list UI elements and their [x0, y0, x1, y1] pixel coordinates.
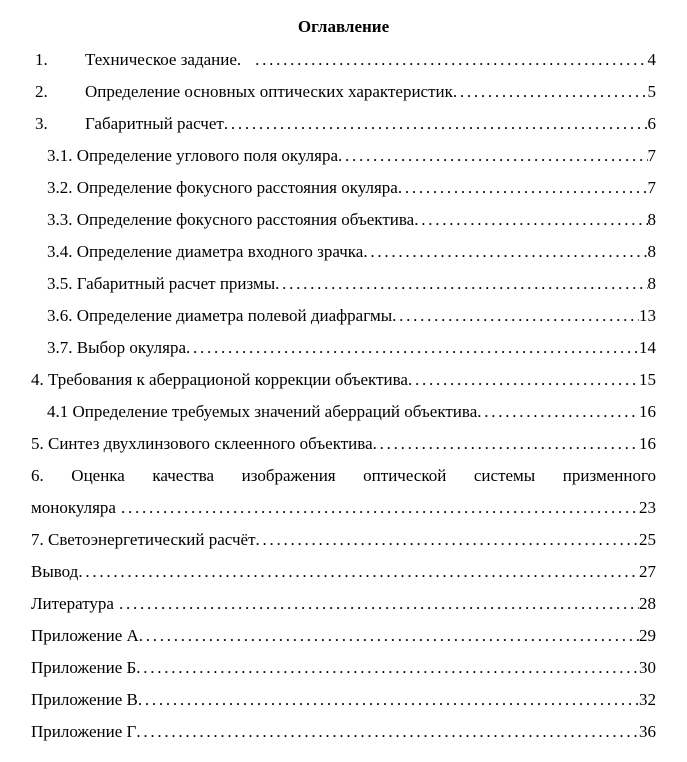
toc-entry: [31, 76, 656, 108]
entry-label: Вывод: [31, 562, 79, 581]
dot-leader: [408, 364, 639, 396]
entry-label-line1: 6. Оценка качества изображения оптической системы призменного: [31, 466, 656, 485]
dot-leader: [363, 236, 647, 268]
dot-leader: [119, 588, 639, 620]
entry-page: 25: [639, 530, 656, 549]
entry-label: Габаритный расчет: [85, 114, 224, 133]
entry-page: 15: [639, 370, 656, 389]
entry-page: 28: [639, 594, 656, 613]
toc-title: Оглавление: [297, 17, 390, 36]
toc-entry: [31, 716, 656, 748]
entry-label: 3.6. Определение диаметра полевой диафрагмы: [47, 306, 393, 325]
entry-label: 4. Требования к аберрационой коррекции объектива: [31, 370, 408, 389]
dot-leader: [139, 620, 639, 652]
entry-page: 23: [639, 498, 656, 517]
entry-number: 3.: [35, 114, 48, 133]
entry-label: 5. Синтез двухлинзового склеенного объектива: [31, 434, 373, 453]
toc-entry: [31, 652, 656, 684]
toc-entry: [31, 396, 656, 428]
entry-label: Приложение Г: [31, 722, 137, 741]
entry-label-line2: монокуляра: [31, 498, 116, 517]
toc-entry: [31, 44, 656, 76]
entry-label: Приложение В: [31, 690, 138, 709]
entry-page: 36: [639, 722, 656, 741]
entry-label: 3.7. Выбор окуляра: [47, 338, 187, 357]
entry-page: 14: [639, 338, 656, 357]
entry-page: 7: [647, 146, 656, 165]
toc-entry: [31, 588, 656, 620]
dot-leader: [398, 172, 648, 204]
entry-label: Приложение Б: [31, 658, 137, 677]
dot-leader: [338, 140, 647, 172]
entry-page: 27: [639, 562, 656, 581]
dot-leader: [373, 428, 639, 460]
dot-leader: [186, 332, 639, 364]
dot-leader: [78, 556, 639, 588]
dot-leader: [255, 44, 647, 76]
toc-entry: [31, 172, 656, 204]
entry-label: 3.2. Определение фокусного расстояния окуляра: [47, 178, 398, 197]
entry-number: 1.: [35, 50, 48, 69]
entry-label: 3.1. Определение углового поля окуляра: [47, 146, 339, 165]
entry-number: 2.: [35, 82, 48, 101]
entry-label: Техническое задание.: [85, 50, 242, 69]
entry-page: 13: [639, 306, 656, 325]
entry-page: 7: [647, 178, 656, 197]
toc-entry: [31, 556, 656, 588]
entry-label: 7. Светоэнергетический расчёт: [31, 530, 256, 549]
toc-entry: [31, 300, 656, 332]
entry-page: 30: [639, 658, 656, 677]
dot-leader: [121, 492, 639, 524]
entry-page: 6: [647, 114, 656, 133]
entry-page: 29: [639, 626, 656, 645]
entry-label: 4.1 Определение требуемых значений аберраций объектива: [47, 402, 478, 421]
entry-label: 3.5. Габаритный расчет призмы: [47, 274, 276, 293]
entry-page: 16: [639, 402, 656, 421]
entry-label: 3.4. Определение диаметра входного зрачка: [47, 242, 364, 261]
dot-leader: [414, 204, 647, 236]
dot-leader: [477, 396, 639, 428]
toc-entry: [31, 204, 656, 236]
entry-page: 5: [647, 82, 656, 101]
entry-label: Литература: [31, 594, 114, 613]
entry-page: 32: [639, 690, 656, 709]
entry-page: 8: [647, 210, 656, 229]
toc-entry: [31, 108, 656, 140]
toc-entry: [31, 620, 656, 652]
entry-wrap-line: [31, 492, 656, 524]
entry-label: Приложение А: [31, 626, 139, 645]
toc-entry: [31, 684, 656, 716]
entry-page: 8: [647, 242, 656, 261]
entry-label: 3.3. Определение фокусного расстояния объектива: [47, 210, 415, 229]
toc-entry: [31, 364, 656, 396]
entry-page: 4: [647, 50, 656, 69]
dot-leader: [256, 524, 639, 556]
dot-leader: [136, 652, 639, 684]
toc-entry: [31, 524, 656, 556]
toc-entry: [31, 236, 656, 268]
dot-leader: [138, 684, 639, 716]
entry-page: 8: [647, 274, 656, 293]
dot-leader: [392, 300, 639, 332]
toc-entry: [31, 140, 656, 172]
entry-label: Определение основных оптических характеристик: [85, 82, 453, 101]
toc-entry: [31, 332, 656, 364]
dot-leader: [275, 268, 647, 300]
dot-leader: [224, 108, 648, 140]
entry-page: 16: [639, 434, 656, 453]
dot-leader: [136, 716, 639, 748]
toc-entry: [31, 268, 656, 300]
dot-leader: [453, 76, 648, 108]
toc-entry: [31, 428, 656, 460]
toc-entry: [31, 460, 656, 524]
